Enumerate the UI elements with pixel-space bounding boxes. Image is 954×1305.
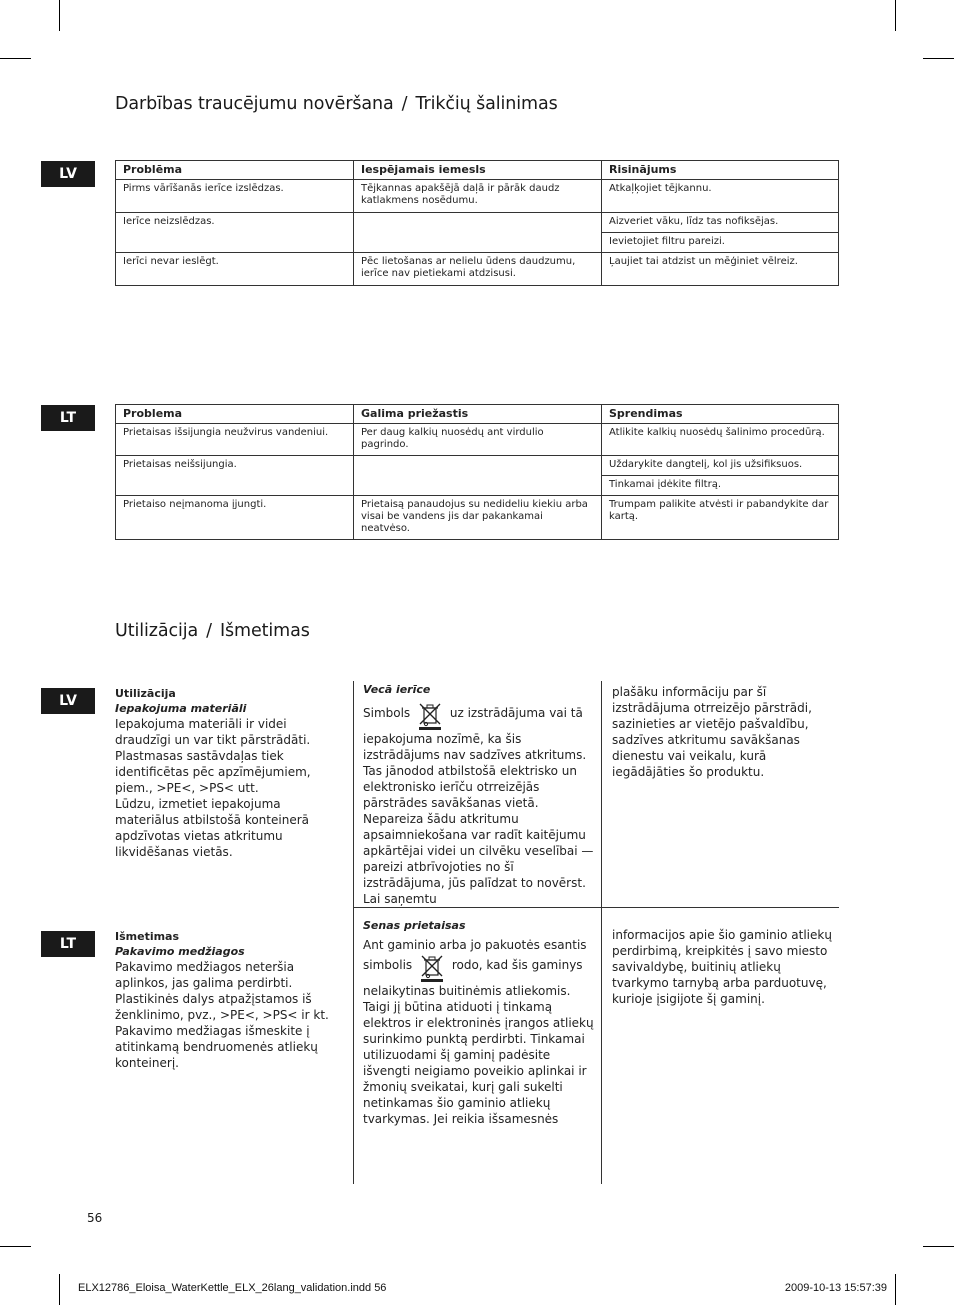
table-row [116,253,839,286]
title-lt: Trikčių šalinimas [415,94,558,114]
body-text-start: Simbols [363,706,411,720]
table-row [116,496,839,540]
table-cell: Ļaujiet tai atdzist un mēģiniet vēlreiz. [602,253,839,286]
body-text: Pakavimo medžiagos neteršia aplinkos, jas galima perdirbti. Plastikinės dalys atpažįstamos iš ženklinimo, pvz., >PE<, >PS< ir kt. Pakavimo medžiagas išmeskite į atitinkamą bendruomenės atliekų konteinerį. [115,960,329,1070]
language-badge-lv: LV [41,161,95,187]
table-cell: Tējkannas apakšējā daļā ir pārāk daudz katlakmens nosēdumu. [354,180,602,213]
column-header: Problēma [116,161,354,180]
table-cell: Tinkamai įdėkite filtrą. [602,476,839,496]
body-text [363,937,595,1127]
table-cell [354,456,602,496]
body-text: informacijos apie šio gaminio atliekų perdirbimą, kreipkitės į savo miesto savivaldybę, buitinių atliekų tvarkymo tarnybą arba parduotuvę, kurioje įsigijote šį gaminį. [612,928,832,1006]
table-cell: Trumpam palikite atvėsti ir pabandykite dar kartą. [602,496,839,540]
disposal-lt-col3 [612,927,838,1007]
crop-mark [0,1246,31,1247]
disposal-lv-col1 [115,686,345,860]
language-badge-lv: LV [41,688,95,714]
disposal-lv-col3 [612,684,838,780]
crop-mark [59,1274,60,1305]
column-divider [353,681,354,907]
column-divider [601,681,602,907]
body-text-start: Ant gaminio arba jo pakuotės esantis simbolis [363,938,587,972]
table-cell: Ievietojiet filtru pareizi. [602,233,839,253]
troubleshooting-table-lt [115,404,839,540]
table-cell: Prietaisas išsijungia neužvirus vandeniui. [116,424,354,456]
disposal-lt-col1 [115,929,345,1071]
body-text: Iepakojuma materiāli ir videi draudzīgi un var tikt pārstrādāti. Plastmasas sastāvdaļas tiek identificētas pēc apzīmējumiem, piem., >PE<, >PS< utt. Lūdzu, izmetiet iepakojuma materiālus atbilstošā konteinerā apdzīvotas vietas atkritumu likvidēšanas vietās. [115,717,311,859]
table-cell: Pēc lietošanas ar nelielu ūdens daudzumu, ierīce nav pietiekami atdzisusi. [354,253,602,286]
crop-mark [895,0,896,31]
body-text: plašāku informāciju par šī izstrādājuma otrreizējo pārstrādi, sazinieties ar vietējo pašvaldību, sadzīves atkritumu savākšanas dienestu vai veikalu, kurā iegādājāties šo produktu. [612,685,812,779]
table-row [116,456,839,476]
table-cell: Per daug kalkių nuosėdų ant virdulio pagrindo. [354,424,602,456]
column-header: Iespējamais iemesls [354,161,602,180]
title-separator: / [206,621,212,641]
table-cell: Uždarykite dangtelį, kol jis užsifiksuos. [602,456,839,476]
page-number: 56 [87,1211,103,1225]
table-cell: Atkaļķojiet tējkannu. [602,180,839,213]
column-header: Risinājums [602,161,839,180]
title-separator: / [401,94,408,114]
section-subheading: Vecā ierīce [363,683,431,696]
crossed-out-wheelie-bin-icon [417,701,443,731]
section-subheading: Iepakojuma materiāli [115,702,247,715]
footer-filename: ELX12786_Eloisa_WaterKettle_ELX_26lang_validation.indd 56 [78,1282,387,1294]
table-cell: Atlikite kalkių nuosėdų šalinimo procedūrą. [602,424,839,456]
table-row [116,424,839,456]
column-header: Problema [116,405,354,424]
disposal-lv-col2 [363,682,595,907]
troubleshooting-title [115,94,558,114]
table-cell: Pirms vārīšanās ierīce izslēdzas. [116,180,354,213]
crop-mark [59,0,60,31]
crop-mark [895,1274,896,1305]
crossed-out-wheelie-bin-icon [419,953,445,983]
language-badge-lt: LT [41,931,95,957]
section-subheading: Pakavimo medžiagos [115,945,245,958]
body-text-end: uz izstrādājuma vai tā iepakojuma nozīmē, ka šis izstrādājums nav sadzīves atkritums. Tas jānodod atbilstošā elektrisko un elektronisko ierīču otrreizējās pārstrādes savākšanas vietā. Nepareiza šādu atkritumu apsaimniekošana var radīt kaitējumu apkārtējai videi un cilvēku veselībai — pareizi atbrīvojoties no šī izstrādājuma, jūs palīdzat to novērst. Lai saņemtu [363,706,594,906]
table-row [116,213,839,233]
table-cell: Ierīci nevar ieslēgt. [116,253,354,286]
column-header: Sprendimas [602,405,839,424]
title-lv: Utilizācija [115,621,199,641]
title-lt: Išmetimas [219,621,310,641]
column-divider [601,907,602,1184]
table-header-row [116,161,839,180]
language-badge-lt: LT [41,405,95,431]
crop-mark [0,58,31,59]
table-cell: Prietaisas neišsijungia. [116,456,354,496]
table-cell [354,213,602,253]
disposal-lt-col2 [363,918,595,1127]
body-text [363,701,595,907]
section-heading: Utilizācija [115,687,176,700]
footer-timestamp: 2009-10-13 15:57:39 [784,1282,887,1294]
table-row [116,180,839,213]
troubleshooting-table-lv [115,160,839,286]
table-cell: Aizveriet vāku, līdz tas nofiksējas. [602,213,839,233]
title-lv: Darbības traucējumu novēršana [115,94,394,114]
column-divider [353,907,354,1184]
table-cell: Prietaisą panaudojus su nedideliu kiekiu arba visai be vandens jis dar pakankamai neatvėso. [354,496,602,540]
column-header: Galima priežastis [354,405,602,424]
table-cell: Prietaiso neįmanoma įjungti. [116,496,354,540]
crop-mark [923,58,954,59]
section-subheading: Senas prietaisas [363,919,466,932]
crop-mark [923,1246,954,1247]
disposal-title [115,621,310,641]
section-heading: Išmetimas [115,930,180,943]
body-text-end: rodo, kad šis gaminys nelaikytinas buitinėmis atliekomis. Taigi jį būtina atiduoti į tinkamą elektros ir elektroninės įrangos atliekų surinkimo punktą perdirbti. Tinkamai utilizuodami šį gaminį padėsite išvengti neigiamo poveikio aplinkai ir žmonių sveikatai, kurį gali sukelti netinkamas šio gaminio atliekų tvarkymas. Jei reikia išsamesnės [363,958,594,1126]
table-header-row [116,405,839,424]
section-divider [353,907,839,908]
table-cell: Ierīce neizslēdzas. [116,213,354,253]
